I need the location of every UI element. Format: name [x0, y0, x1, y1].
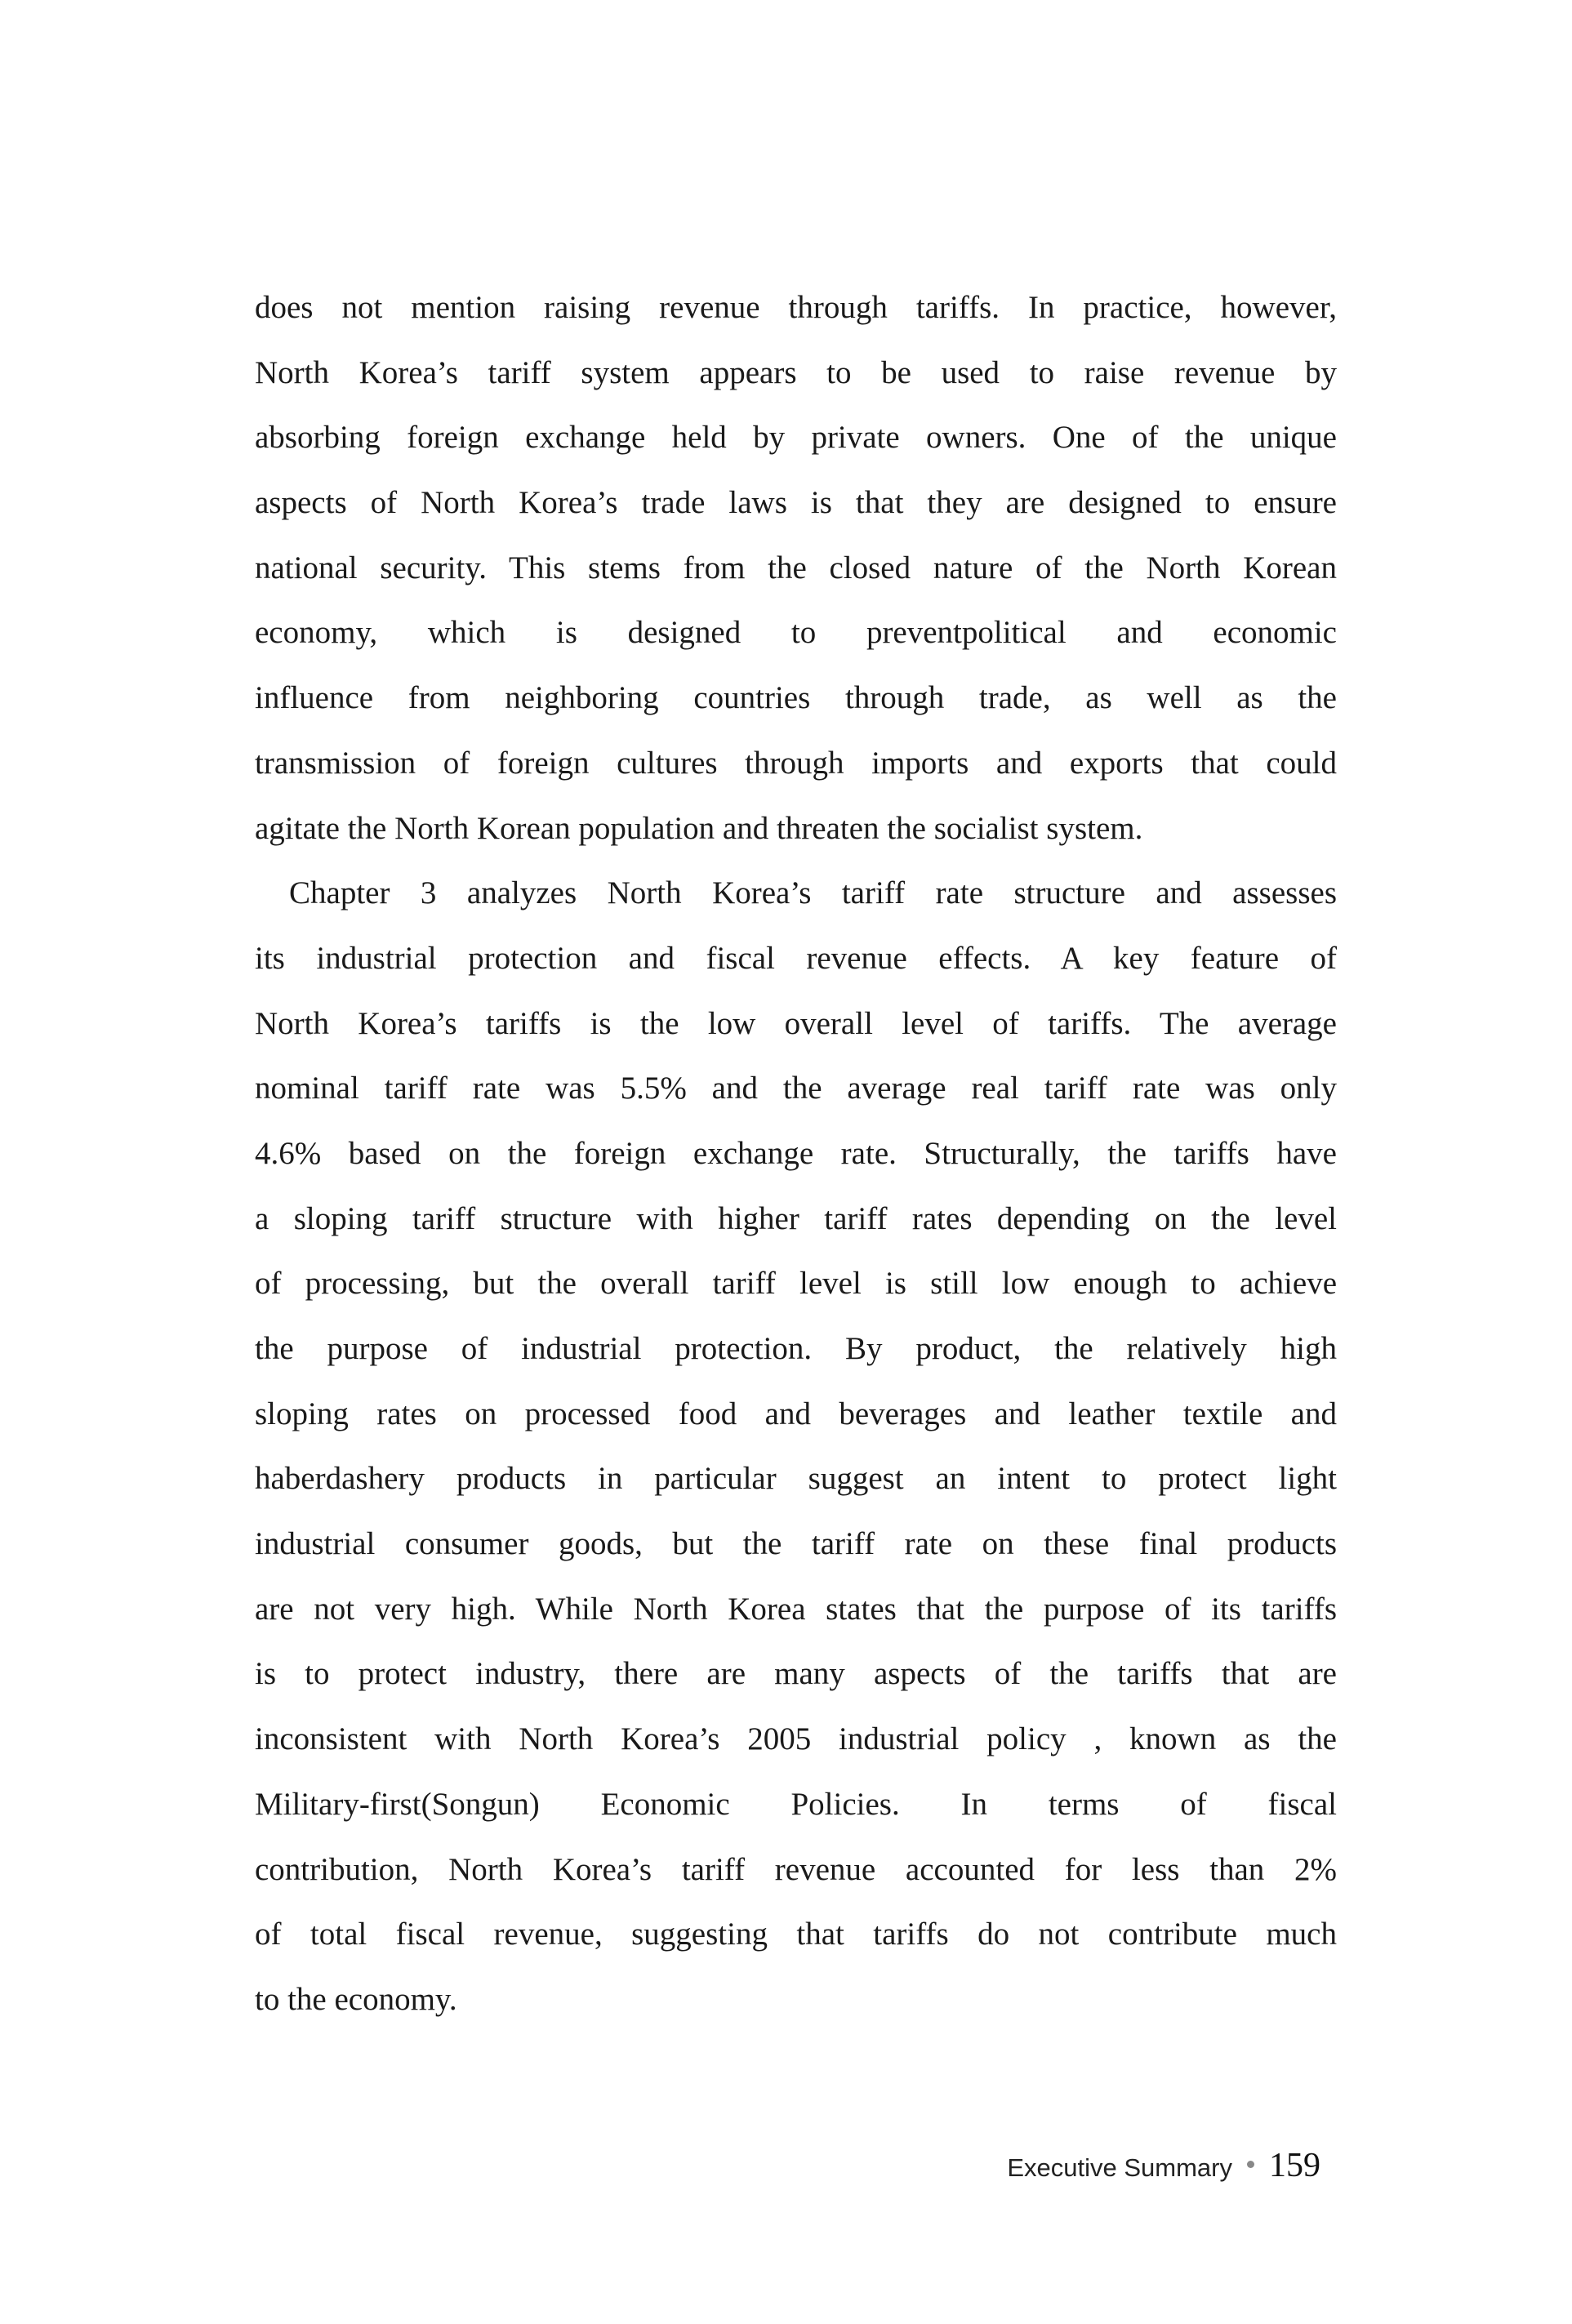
- text-line: Military-first(Songun) Economic Policies. In terms of fiscal: [255, 1786, 1337, 1822]
- text-line: haberdashery products in particular suggest an intent to protect light: [255, 1461, 1337, 1497]
- text-line: 4.6% based on the foreign exchange rate. Structurally, the tariffs have: [255, 1135, 1337, 1171]
- text-line: of total fiscal revenue, suggesting that tariffs do not contribute much: [255, 1917, 1337, 1952]
- page-number: 159: [1269, 2147, 1320, 2184]
- text-line: is to protect industry, there are many aspects of the tariffs that are: [255, 1656, 1337, 1692]
- text-line: North Korea’s tariff system appears to be used to raise revenue by: [255, 354, 1337, 390]
- text-line: North Korea’s tariffs is the low overall level of tariffs. The average: [255, 1005, 1337, 1041]
- text-line: a sloping tariff structure with higher tariff rates depending on the level: [255, 1200, 1337, 1236]
- text-line: nominal tariff rate was 5.5% and the average real tariff rate was only: [255, 1071, 1337, 1106]
- text-line: Chapter 3 analyzes North Korea’s tariff rate structure and assesses: [289, 875, 1337, 911]
- paragraph: [255, 275, 1337, 861]
- text-line: its industrial protection and fiscal revenue effects. A key feature of: [255, 940, 1337, 976]
- text-line: sloping rates on processed food and beverages and leather textile and: [255, 1396, 1337, 1431]
- bullet-separator-icon: [1247, 2161, 1254, 2168]
- page-footer: [1007, 2146, 1320, 2185]
- text-line: to the economy.: [255, 1981, 457, 2017]
- body-text: [255, 275, 1337, 2032]
- text-line: transmission of foreign cultures through imports and exports that could: [255, 745, 1337, 781]
- text-line: does not mention raising revenue through tariffs. In practice, however,: [255, 290, 1337, 325]
- text-line: inconsistent with North Korea’s 2005 industrial policy , known as the: [255, 1721, 1337, 1757]
- text-line: the purpose of industrial protection. By product, the relatively high: [255, 1331, 1337, 1366]
- text-line: industrial consumer goods, but the tariff rate on these final products: [255, 1526, 1337, 1562]
- text-line: contribution, North Korea’s tariff revenue accounted for less than 2%: [255, 1851, 1337, 1887]
- text-line: national security. This stems from the closed nature of the North Korean: [255, 550, 1337, 585]
- paragraph: [255, 861, 1337, 2032]
- text-line: agitate the North Korean population and threaten the socialist system.: [255, 810, 1143, 846]
- text-line: are not very high. While North Korea states that the purpose of its tariffs: [255, 1591, 1337, 1627]
- running-footer-section: Executive Summary: [1007, 2153, 1232, 2182]
- text-line: absorbing foreign exchange held by private owners. One of the unique: [255, 420, 1337, 456]
- text-line: of processing, but the overall tariff level is still low enough to achieve: [255, 1266, 1337, 1302]
- text-line: aspects of North Korea’s trade laws is that they are designed to ensure: [255, 485, 1337, 521]
- text-line: economy, which is designed to preventpolitical and economic: [255, 615, 1337, 651]
- text-line: influence from neighboring countries through trade, as well as the: [255, 680, 1337, 716]
